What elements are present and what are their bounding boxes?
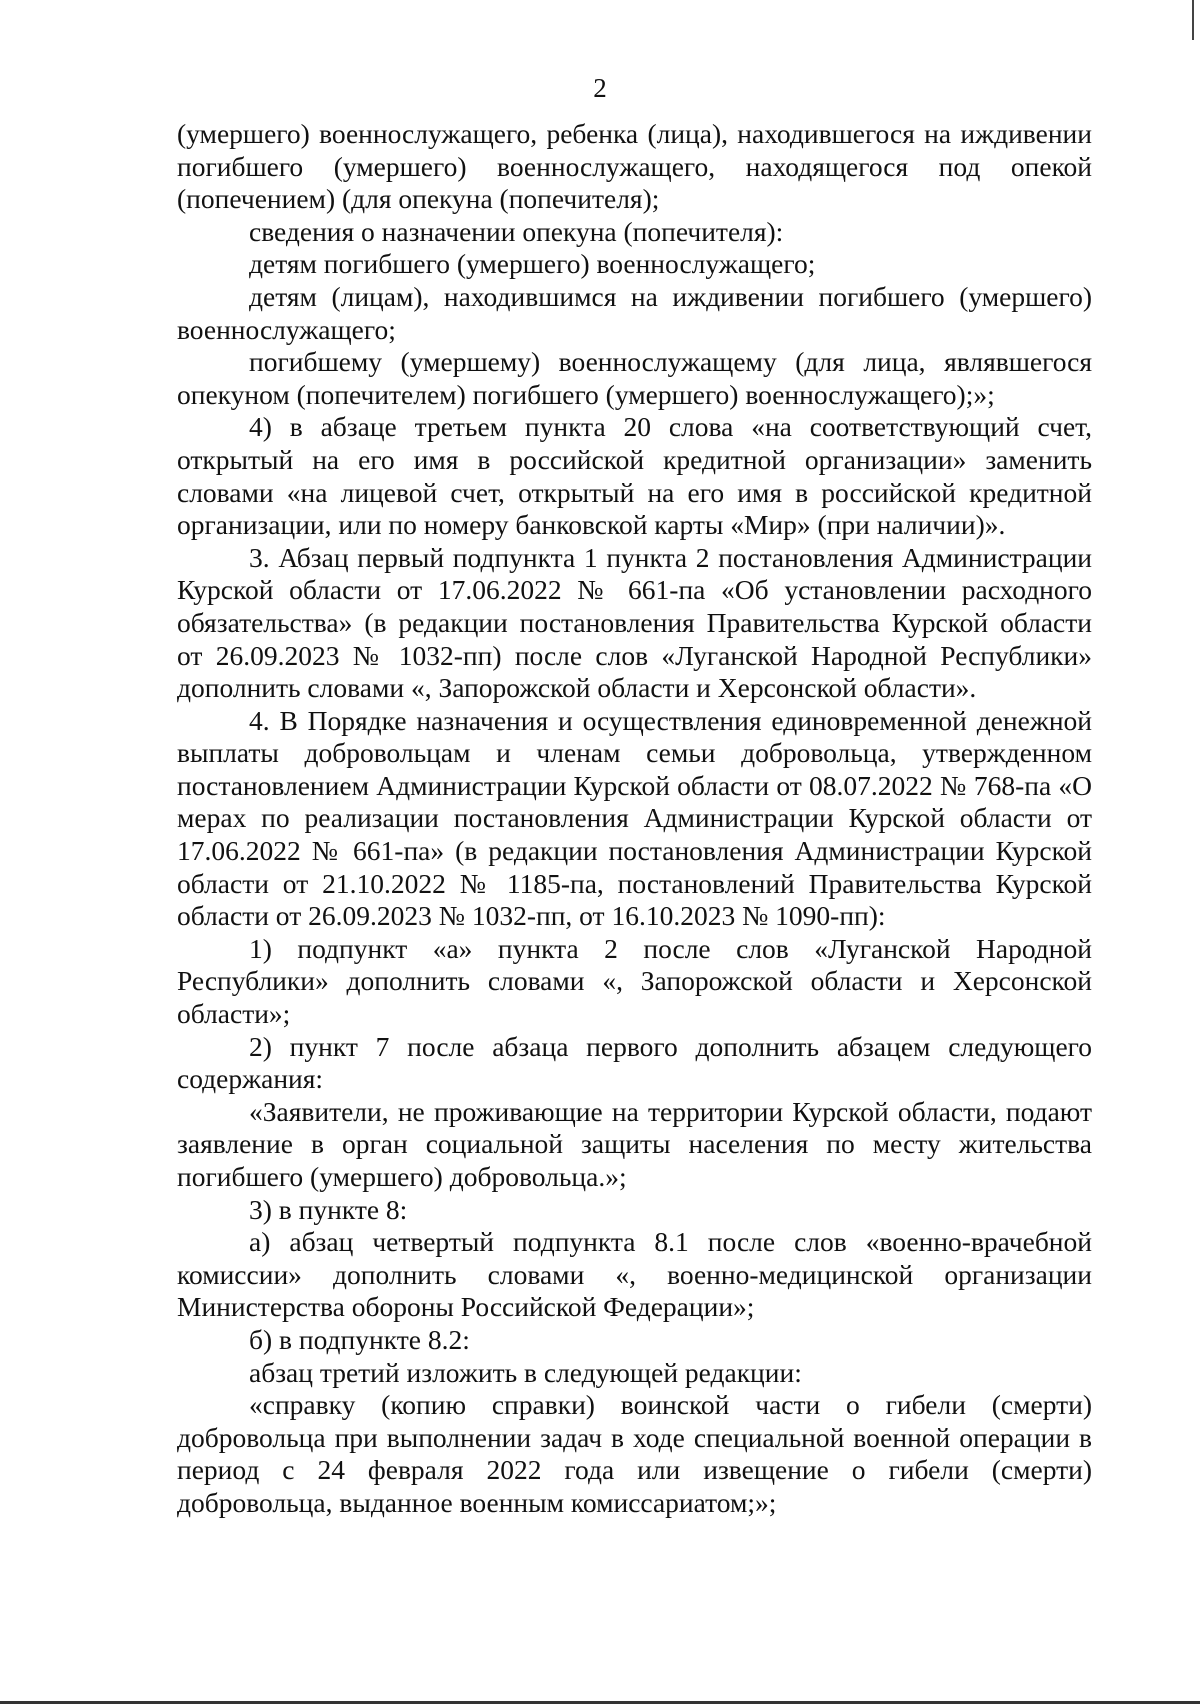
paragraph-subitem-1: 1) подпункт «а» пункта 2 после слов «Луганской Народной Республики» дополнить словами «, Запорожской области и Херсонской области»;: [177, 932, 1092, 1030]
paragraph-serviceman: погибшему (умершему) военнослужащему (для лица, являвшегося опекуном (попечителем) погибшего (умершего) военнослужащего);»;: [177, 346, 1092, 410]
paragraph-subitem-2: 2) пункт 7 после абзаца первого дополнить абзацем следующего содержания:: [177, 1030, 1092, 1095]
scan-edge-mark: [1192, 0, 1194, 40]
paragraph-subitem-a: а) абзац четвертый подпункта 8.1 после слов «военно-врачебной комиссии» дополнить словами «, военно-медицинской организации Министерства обороны Российской Федерации»;: [177, 1226, 1092, 1323]
paragraph-certificate-quote: «справку (копию справки) воинской части о гибели (смерти) добровольца при выполнении задач в ходе специальной военной операции в период с 24 февраля 2022 года или извещение о гибели (смерти) добровольца, выданное военным комиссариатом;»;: [177, 1389, 1092, 1518]
paragraph-section-3: 3. Абзац первый подпункта 1 пункта 2 постановления Администрации Курской области от 17.06.2022 № 661-па «Об установлении расходного обязательства» (в редакции постановления Правительства Курской области от 26.09.2023 № 1032-пп) после слов «Луганской Народной Республики» дополнить словами «, Запорожской области и Херсонской области».: [177, 541, 1092, 704]
paragraph-applicants-quote: «Заявители, не проживающие на территории Курской области, подают заявление в орган социальной защиты населения по месту жительства погибшего (умершего) добровольца.»;: [177, 1095, 1092, 1192]
paragraph-guardian-info: сведения о назначении опекуна (попечителя):: [249, 215, 784, 247]
paragraph-subitem-b: б) в подпункте 8.2:: [249, 1323, 470, 1355]
paragraph-continuation: (умершего) военнослужащего, ребенка (лица), находившегося на иждивении погибшего (умершего) военнослужащего, находящегося под опекой (попечением) (для опекуна (попечителя);: [177, 118, 1092, 215]
paragraph-section-4: 4. В Порядке назначения и осуществления единовременной денежной выплаты добровольцам и членам семьи добровольца, утвержденном постановлением Администрации Курской области от 08.07.2022 № 768-па «О мерах по реализации постановления Администрации Курской области от 17.06.2022 № 661-па» (в редакции постановления Администрации Курской области от 21.10.2022 № 1185-па, постановлений Правительства Курской области от 26.09.2023 № 1032-пп, от 16.10.2023 № 1090-пп):: [177, 704, 1092, 932]
document-body: [177, 118, 1092, 1520]
paragraph-item-4: 4) в абзаце третьем пункта 20 слова «на соответствующий счет, открытый на его имя в российской кредитной организации» заменить словами «на лицевой счет, открытый на его имя в российской кредитной организации, или по номеру банковской карты «Мир» (при наличии)».: [177, 411, 1092, 541]
page-number: 2: [593, 73, 607, 103]
paragraph-dependents: детям (лицам), находившимся на иждивении погибшего (умершего) военнослужащего;: [177, 280, 1092, 345]
paragraph-new-wording: абзац третий изложить в следующей редакции:: [249, 1356, 802, 1388]
paragraph-children: детям погибшего (умершего) военнослужащего;: [249, 248, 816, 280]
paragraph-subitem-3: 3) в пункте 8:: [249, 1193, 408, 1225]
